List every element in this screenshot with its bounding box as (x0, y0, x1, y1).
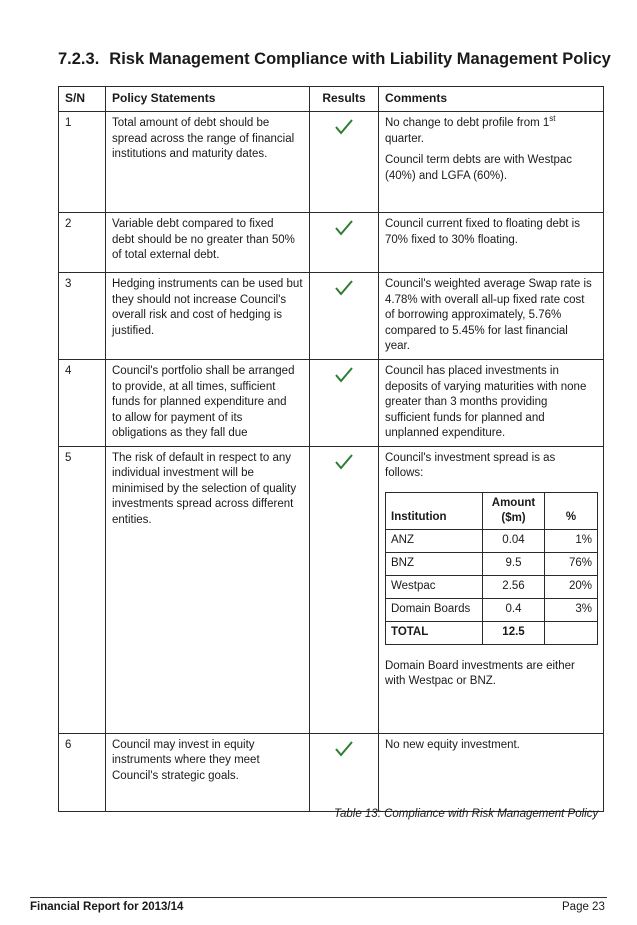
row-comment: Council has placed investments in deposits of varying maturities with none greater than 3 months providing sufficient funds for planned and unplanned expenditure. (379, 360, 604, 447)
checkmark-icon (334, 219, 354, 237)
pct-cell: 20% (545, 575, 598, 598)
section-number: 7.2.3. (58, 50, 100, 68)
amount-cell: 2.56 (483, 575, 545, 598)
inner-header-institution: Institution (386, 492, 483, 529)
checkmark-icon (334, 740, 354, 758)
section-heading (58, 50, 611, 69)
table-row (59, 213, 604, 273)
row-sn: 3 (59, 273, 106, 360)
row-comment: Council current fixed to floating debt is 70% fixed to 30% floating. (379, 213, 604, 273)
footer-report-title: Financial Report for 2013/14 (30, 901, 184, 913)
table-row (59, 733, 604, 811)
amount-cell: 9.5 (483, 552, 545, 575)
row-result (310, 112, 379, 213)
row-comment: No change to debt profile from 1st quarter. Council term debts are with Westpac (40%) and LGFA (60%). (379, 112, 604, 213)
checkmark-icon (334, 366, 354, 384)
table-row (386, 552, 598, 575)
row-result (310, 733, 379, 811)
table-row (386, 575, 598, 598)
row-result (310, 360, 379, 447)
pct-cell: 3% (545, 598, 598, 621)
header-results: Results (310, 87, 379, 112)
header-comments: Comments (379, 87, 604, 112)
row-comment: Council's investment spread is as follows: Institution Amount ($m) % ANZ 0.04 1% BNZ 9.5 76% Westpac 2.56 20% Domain Boards 0.4 3% TOTAL 12.5 Domain Board investments are either with Westpac or BNZ. (379, 446, 604, 733)
row-comment: No new equity investment. (379, 733, 604, 811)
row-policy: Variable debt compared to fixed debt should be no greater than 50% of total external debt. (106, 213, 310, 273)
row-policy: Council may invest in equity instruments where they meet Council's strategic goals. (106, 733, 310, 811)
total-label: TOTAL (386, 621, 483, 644)
row-policy: Council's portfolio shall be arranged to provide, at all times, sufficient funds for planned expenditure and to allow for payment of its obligations as they fall due (106, 360, 310, 447)
table-row (386, 529, 598, 552)
row-sn: 5 (59, 446, 106, 733)
row-comment: Council's weighted average Swap rate is 4.78% with overall all-up fixed rate cost of borrowing approximately, 5.76% compared to 5.45% for last financial year. (379, 273, 604, 360)
institution-cell: ANZ (386, 529, 483, 552)
table-row (59, 360, 604, 447)
pct-cell: 76% (545, 552, 598, 575)
table-caption: Table 13: Compliance with Risk Management Policy (334, 808, 599, 820)
amount-cell: 0.04 (483, 529, 545, 552)
total-pct (545, 621, 598, 644)
table-header-row (59, 87, 604, 112)
investment-spread-table (385, 492, 598, 645)
checkmark-icon (334, 279, 354, 297)
institution-cell: Westpac (386, 575, 483, 598)
institution-cell: Domain Boards (386, 598, 483, 621)
row-policy: The risk of default in respect to any individual investment will be minimised by the selection of quality investments spread across different entities. (106, 446, 310, 733)
total-row (386, 621, 598, 644)
pct-cell: 1% (545, 529, 598, 552)
table-row (59, 273, 604, 360)
row-result (310, 213, 379, 273)
row-policy: Total amount of debt should be spread across the range of financial institutions and maturity dates. (106, 112, 310, 213)
checkmark-icon (334, 453, 354, 471)
footer-divider (30, 897, 607, 898)
checkmark-icon (334, 118, 354, 136)
row-policy: Hedging instruments can be used but they should not increase Council's overall risk and cost of hedging is justified. (106, 273, 310, 360)
table-row (386, 598, 598, 621)
institution-cell: BNZ (386, 552, 483, 575)
inner-header-amount: Amount ($m) (483, 492, 545, 529)
row-sn: 6 (59, 733, 106, 811)
inner-header-row (386, 492, 598, 529)
row-sn: 4 (59, 360, 106, 447)
section-title: Risk Management Compliance with Liability Management Policy (109, 50, 611, 68)
row-result (310, 446, 379, 733)
total-amount: 12.5 (483, 621, 545, 644)
row-sn: 2 (59, 213, 106, 273)
footer-page-number: Page 23 (562, 901, 605, 913)
header-sn: S/N (59, 87, 106, 112)
inner-header-pct: % (545, 492, 598, 529)
row-result (310, 273, 379, 360)
table-row (59, 446, 604, 733)
header-policy: Policy Statements (106, 87, 310, 112)
table-row (59, 112, 604, 213)
compliance-table (58, 86, 604, 812)
amount-cell: 0.4 (483, 598, 545, 621)
row-sn: 1 (59, 112, 106, 213)
